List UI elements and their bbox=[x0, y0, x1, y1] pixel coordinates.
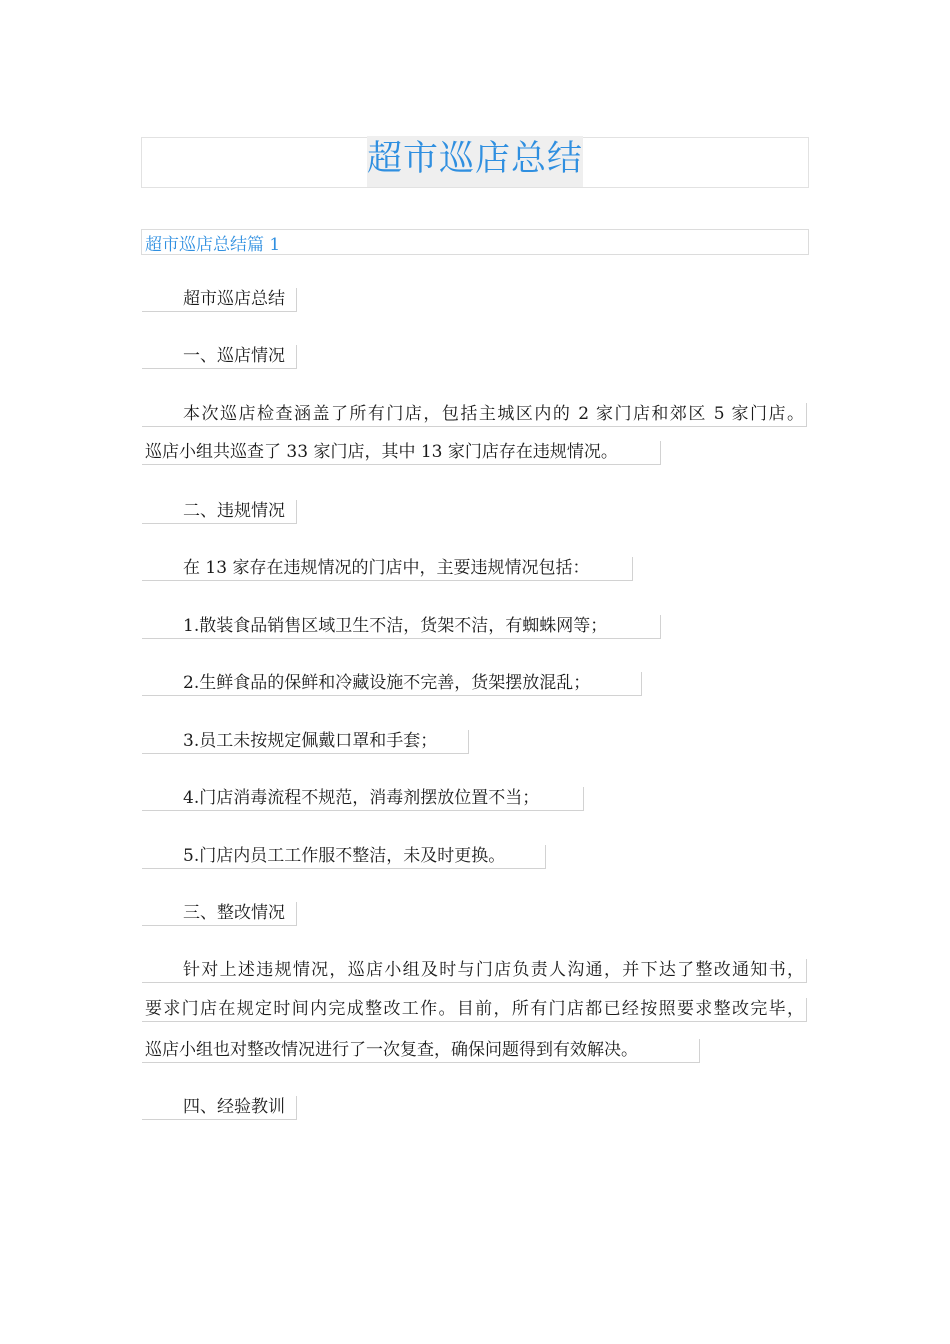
paragraph-line: 针对上述违规情况，巡店小组及时与门店负责人沟通，并下达了整改通知书， bbox=[142, 959, 807, 983]
list-item: 3.员工未按规定佩戴口罩和手套； bbox=[142, 730, 469, 754]
list-item: 2.生鲜食品的保鲜和冷藏设施不完善，货架摆放混乱； bbox=[142, 672, 642, 696]
section-title-3: 三、整改情况 bbox=[142, 902, 297, 926]
list-item: 5.门店内员工工作服不整洁，未及时更换。 bbox=[142, 845, 546, 869]
section-title-2: 二、违规情况 bbox=[142, 500, 297, 524]
section-heading-frame bbox=[141, 229, 809, 255]
paragraph-line: 要求门店在规定时间内完成整改工作。目前，所有门店都已经按照要求整改完毕， bbox=[142, 998, 807, 1022]
paragraph-line: 在 13 家存在违规情况的门店中，主要违规情况包括： bbox=[142, 557, 633, 581]
paragraph-line: 巡店小组共巡查了 33 家门店，其中 13 家门店存在违规情况。 bbox=[142, 441, 661, 465]
paragraph-line: 巡店小组也对整改情况进行了一次复查，确保问题得到有效解决。 bbox=[142, 1039, 700, 1063]
section-title-4: 四、经验教训 bbox=[142, 1096, 297, 1120]
title-frame bbox=[141, 137, 809, 188]
document-title: 超市巡店总结 bbox=[366, 139, 583, 179]
list-item: 1.散装食品销售区域卫生不洁，货架不洁，有蜘蛛网等； bbox=[142, 615, 661, 639]
paragraph-heading: 超市巡店总结 bbox=[142, 288, 297, 312]
paragraph-line: 本次巡店检查涵盖了所有门店，包括主城区内的 2 家门店和郊区 5 家门店。 bbox=[142, 403, 807, 427]
section-heading: 超市巡店总结篇 1 bbox=[145, 235, 281, 255]
list-item: 4.门店消毒流程不规范，消毒剂摆放位置不当； bbox=[142, 787, 584, 811]
section-title-1: 一、巡店情况 bbox=[142, 345, 297, 369]
